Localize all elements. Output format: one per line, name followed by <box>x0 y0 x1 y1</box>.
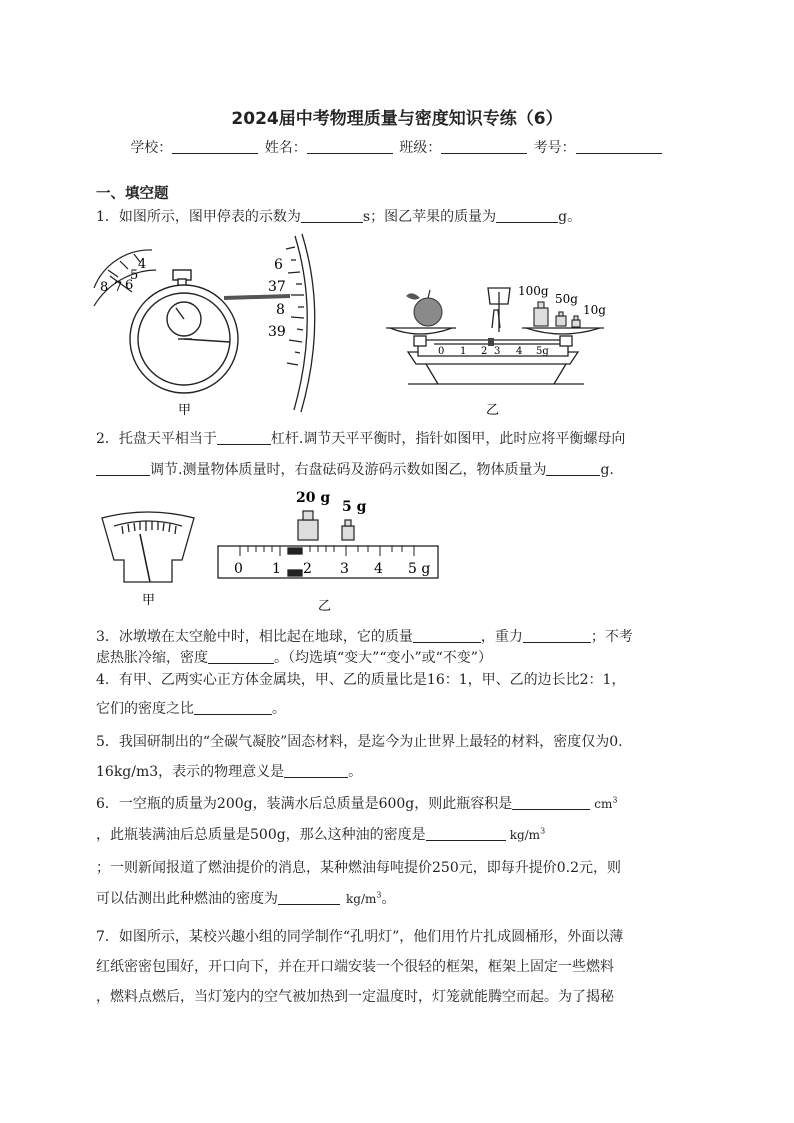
stopwatch-small-6: 6 <box>125 278 134 293</box>
q6-text-d: 可以估测出此种燃油的密度为 <box>96 891 278 907</box>
svg-text:5g: 5g <box>536 346 549 357</box>
q4-text-c: 。 <box>272 701 286 717</box>
q6-blank-2[interactable] <box>426 826 506 841</box>
q5-text-c: 。 <box>348 764 363 780</box>
school-label: 学校： <box>130 140 173 156</box>
q2-blank-2[interactable] <box>96 461 150 476</box>
q1-blank-2[interactable] <box>496 208 558 223</box>
q6-sup-2: 3 <box>540 826 546 836</box>
q7-text-c: ，燃料点燃后，当灯笼内的空气被加热到一定温度时，灯笼就能腾空而起。为了揭秘 <box>96 989 614 1005</box>
class-label: 班级： <box>399 140 442 156</box>
q2-text-b: 杠杆.调节天平平衡时，指针如图甲，此时应将平衡螺母向 <box>270 431 626 447</box>
name-label: 姓名： <box>264 140 307 156</box>
figure-1 <box>90 232 630 418</box>
q2-text-c: 调节.测量物体质量时，右盘砝码及游码示数如图乙，物体质量为 <box>150 462 547 478</box>
question-1 <box>96 206 581 226</box>
section-heading: 一、填空题 <box>96 186 169 202</box>
stopwatch-small-4: 4 <box>138 257 147 272</box>
q3-text-d: 虑热胀冷缩，密度 <box>96 650 208 666</box>
q6-blank-3[interactable] <box>278 890 340 905</box>
figure-2 <box>96 486 446 614</box>
question-4-line-1 <box>96 669 625 689</box>
pointer-dial <box>102 512 194 582</box>
q3-blank-3[interactable] <box>208 649 274 664</box>
scale-label-39: 39 <box>268 324 286 340</box>
question-6-line-2 <box>96 824 545 844</box>
q5-text-a: 5．我国研制出的“全碳气凝胶”固态材料，是迄今为止世界上最轻的材料，密度仅为0. <box>96 734 623 750</box>
q3-blank-2[interactable] <box>523 628 591 643</box>
q6-text-end: 。 <box>381 891 396 907</box>
question-3-line-1 <box>96 626 633 646</box>
q6-unit-cm: cm <box>594 797 613 811</box>
question-7-line-1 <box>96 926 623 946</box>
weight-label-100g: 100g <box>518 284 549 298</box>
school-blank[interactable] <box>172 139 258 154</box>
q3-text-c: ；不考 <box>590 629 633 645</box>
q6-unit-kgm-2: kg/m <box>346 892 377 906</box>
q3-text-a: 3．冰墩墩在太空舱中时，相比起在地球，它的质量 <box>96 629 413 645</box>
question-2-line-2 <box>96 459 614 479</box>
weight-label-50g: 50g <box>555 292 578 306</box>
scale-label-6: 6 <box>274 257 283 273</box>
question-7-line-2 <box>96 956 614 976</box>
number-label: 考号： <box>533 140 576 156</box>
scale-label-37: 37 <box>268 279 286 295</box>
figure-2-label-yi: 乙 <box>318 599 332 614</box>
q6-blank-1[interactable] <box>512 795 590 810</box>
q4-blank-1[interactable] <box>194 700 272 715</box>
weights-20g-5g <box>298 511 354 540</box>
figure-1-label-yi: 乙 <box>486 403 500 418</box>
question-4-line-2 <box>96 698 286 718</box>
svg-text:1: 1 <box>272 561 281 577</box>
page-title: 2024届中考物理质量与密度知识专练（6） <box>231 109 563 129</box>
q7-text-a: 7．如图所示，某校兴趣小组的同学制作“孔明灯”，他们用竹片扎成圆桶形，外面以薄 <box>96 929 624 945</box>
svg-text:1: 1 <box>460 346 467 357</box>
svg-text:3: 3 <box>494 346 501 357</box>
q6-sup-3: 3 <box>376 890 382 900</box>
weight-label-10g: 10g <box>583 303 606 317</box>
q2-text-a: 2．托盘天平相当于 <box>96 431 217 447</box>
balance-rider <box>488 338 494 346</box>
figure-1-label-jia: 甲 <box>178 403 192 418</box>
name-blank[interactable] <box>307 139 393 154</box>
q5-blank-1[interactable] <box>284 763 348 778</box>
q3-blank-1[interactable] <box>413 628 481 643</box>
number-blank[interactable] <box>576 139 662 154</box>
scale-label-8: 8 <box>276 302 285 318</box>
question-5-line-1 <box>96 731 623 751</box>
weight-label-20g: 20 g <box>296 490 331 506</box>
rider-beam <box>218 546 438 578</box>
stopwatch-second-scale <box>286 234 315 412</box>
question-7-line-3 <box>96 986 614 1006</box>
q1-text-b: s；图乙苹果的质量为 <box>362 209 497 225</box>
svg-text:2: 2 <box>481 346 488 357</box>
stopwatch-small-5: 5 <box>130 268 139 283</box>
q6-text-b: ，此瓶装满油后总质量是500g，那么这种油的密度是 <box>96 827 426 843</box>
question-6-line-3 <box>96 857 621 877</box>
question-2-line-1 <box>96 428 625 448</box>
q3-text-b: ，重力 <box>480 629 523 645</box>
svg-text:4: 4 <box>516 346 523 357</box>
question-6-line-4 <box>96 888 395 908</box>
q4-text-b: 它们的密度之比 <box>96 701 194 717</box>
q3-text-e: 。（均选填“变大”“变小”或“不变”） <box>274 650 492 666</box>
q1-text-a: 1．如图所示，图甲停表的示数为 <box>96 209 301 225</box>
q6-text-c: ；一则新闻报道了燃油提价的消息，某种燃油每吨提价250元，即每升提价0.2元，则 <box>96 860 621 876</box>
svg-text:2: 2 <box>303 561 312 577</box>
q5-text-b: 16kg/m3，表示的物理意义是 <box>96 764 285 780</box>
stopwatch <box>130 270 238 393</box>
weight-label-5g: 5 g <box>342 499 367 515</box>
q6-sup-1: 3 <box>612 795 618 805</box>
question-5-line-2 <box>96 761 362 781</box>
svg-text:3: 3 <box>340 561 349 577</box>
q1-blank-1[interactable] <box>301 208 363 223</box>
class-blank[interactable] <box>441 139 527 154</box>
question-3-line-2 <box>96 647 492 667</box>
svg-text:0: 0 <box>438 346 445 357</box>
q6-unit-kgm: kg/m <box>509 828 541 842</box>
stopwatch-small-7: 7 <box>114 280 123 295</box>
svg-text:4: 4 <box>374 561 383 577</box>
q1-text-c: g。 <box>558 209 582 225</box>
stopwatch-small-8: 8 <box>100 280 109 295</box>
apple <box>406 290 442 326</box>
q6-text-a: 6．一空瓶的质量为200g，装满水后总质量是600g，则此瓶容积是 <box>96 796 513 812</box>
student-info-row <box>0 137 794 157</box>
figure-2-label-jia: 甲 <box>142 593 156 608</box>
question-6-line-1 <box>96 793 617 813</box>
q2-blank-3[interactable] <box>546 461 600 476</box>
svg-text:5 g: 5 g <box>408 561 431 577</box>
q4-text-a: 4．有甲、乙两实心正方体金属块，甲、乙的质量比是16：1，甲、乙的边长比2：1， <box>96 672 626 688</box>
svg-text:0: 0 <box>234 561 243 577</box>
q7-text-b: 红纸密密包围好，开口向下，并在开口端安装一个很轻的框架，框架上固定一些燃料 <box>96 959 614 975</box>
q2-blank-1[interactable] <box>217 430 271 445</box>
q2-text-d: g. <box>600 462 614 478</box>
